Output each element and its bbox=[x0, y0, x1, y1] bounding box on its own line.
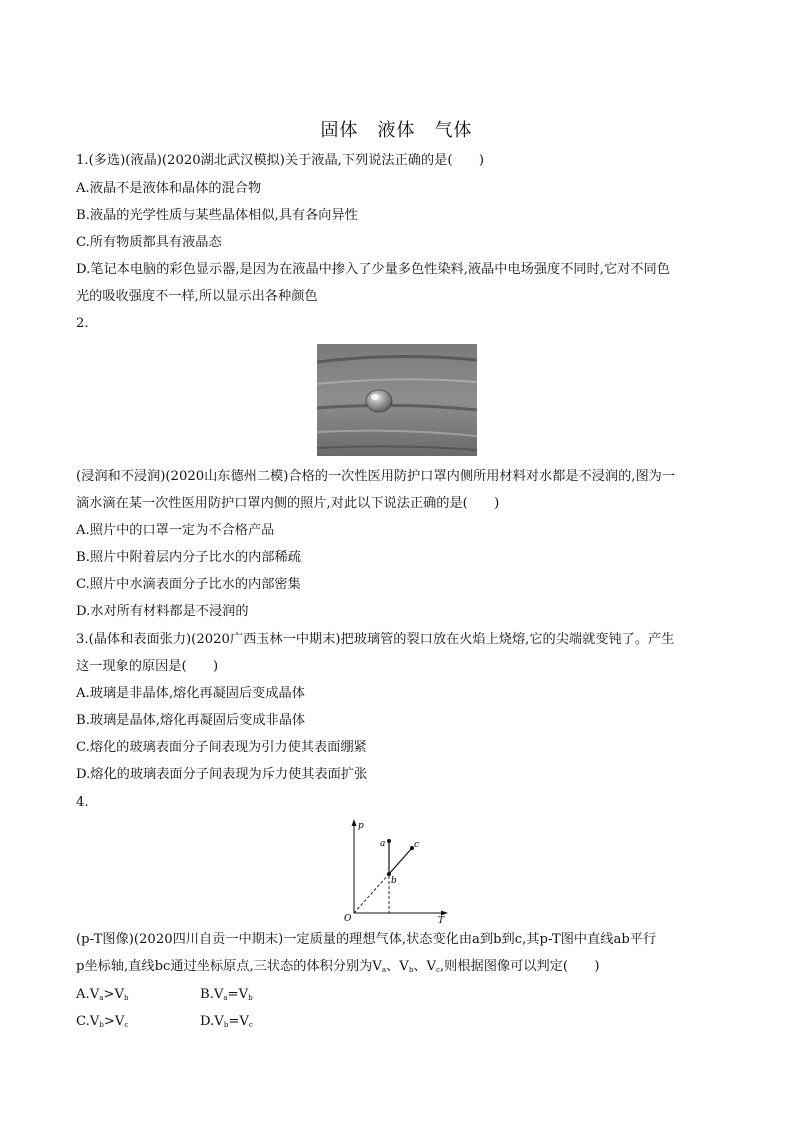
q4-option-a: $A.V_a>V_b$ bbox=[76, 987, 129, 1002]
origin-dashed-line bbox=[354, 874, 389, 913]
q2-stem-line2: 滴水滴在某一次性医用防护口罩内侧的照片,对此以下说法正确的是( ) bbox=[76, 496, 500, 511]
q3-stem-line1: 3.(晶体和表面张力)(2020广西玉林一中期末)把玻璃管的裂口放在火焰上烧熔,它的尖端就变钝了。产生 bbox=[76, 632, 675, 647]
q2-number: 2. bbox=[76, 316, 89, 331]
q1-option-d-line2: 光的吸收强度不一样,所以显示出各种颜色 bbox=[76, 289, 318, 304]
q4-option-d: $D.V_b=V_c$ bbox=[200, 1014, 253, 1029]
q1-option-c: C.所有物质都具有液晶态 bbox=[76, 235, 222, 250]
p-label: p bbox=[358, 821, 364, 831]
origin-label: O bbox=[344, 914, 352, 923]
a-label: a bbox=[380, 839, 386, 849]
p-t-graph bbox=[340, 817, 452, 923]
q1-stem: 1.(多选)(液晶)(2020湖北武汉模拟)关于液晶,下列说法正确的是( ) bbox=[76, 153, 484, 168]
q2-option-b: B.照片中附着层内分子比水的内部稀疏 bbox=[76, 550, 301, 565]
q1-option-a: A.液晶不是液体和晶体的混合物 bbox=[76, 181, 262, 196]
point-a bbox=[387, 839, 391, 843]
q4-option-c: $C.V_b>V_c$ bbox=[76, 1014, 129, 1029]
q3-stem-line2: 这一现象的原因是( ) bbox=[76, 659, 219, 674]
q1-option-b: B.液晶的光学性质与某些晶体相似,具有各向异性 bbox=[76, 208, 358, 223]
q4-stem-line1: (p-T图像)(2020四川自贡一中期末)一定质量的理想气体,状态变化由a到b到c,其p-T图中直线ab平行 bbox=[76, 932, 657, 947]
b-label: b bbox=[391, 876, 397, 886]
q4-number: 4. bbox=[76, 795, 89, 810]
mask-water-drop-photo bbox=[317, 344, 477, 456]
p-axis-arrow bbox=[352, 819, 357, 826]
q2-option-a: A.照片中的口罩一定为不合格产品 bbox=[76, 523, 275, 538]
q1-option-d-line1: D.笔记本电脑的彩色显示器,是因为在液晶中掺入了少量多色性染料,液晶中电场强度不同时,它对不同色 bbox=[76, 262, 670, 277]
line-bc bbox=[389, 848, 412, 874]
q3-option-c: C.熔化的玻璃表面分子间表现为引力使其表面绷紧 bbox=[76, 740, 367, 755]
q3-option-b: B.玻璃是晶体,熔化再凝固后变成非晶体 bbox=[76, 713, 306, 728]
q2-option-c: C.照片中水滴表面分子比水的内部密集 bbox=[76, 577, 301, 592]
q2-option-d: D.水对所有材料都是不浸润的 bbox=[76, 604, 249, 619]
page-title: 固体 液体 气体 bbox=[320, 120, 473, 141]
t-label: T bbox=[438, 916, 445, 923]
q4-stem-line2: p坐标轴,直线bc通过坐标原点,三状态的体积分别为$V_a$、$V_b$、$V_c$,则根据图像可以判定( ) bbox=[76, 959, 600, 974]
q3-option-a: A.玻璃是非晶体,熔化再凝固后变成晶体 bbox=[76, 686, 305, 701]
c-label: c bbox=[414, 840, 420, 850]
t-axis-arrow bbox=[441, 911, 448, 916]
q3-option-d: D.熔化的玻璃表面分子间表现为斥力使其表面扩张 bbox=[76, 767, 368, 782]
q2-stem-line1: (浸润和不浸润)(2020山东德州二模)合格的一次性医用防护口罩内侧所用材料对水都是不浸润的,图为一 bbox=[76, 469, 676, 484]
q4-option-b: $B.V_a=V_b$ bbox=[200, 987, 253, 1002]
